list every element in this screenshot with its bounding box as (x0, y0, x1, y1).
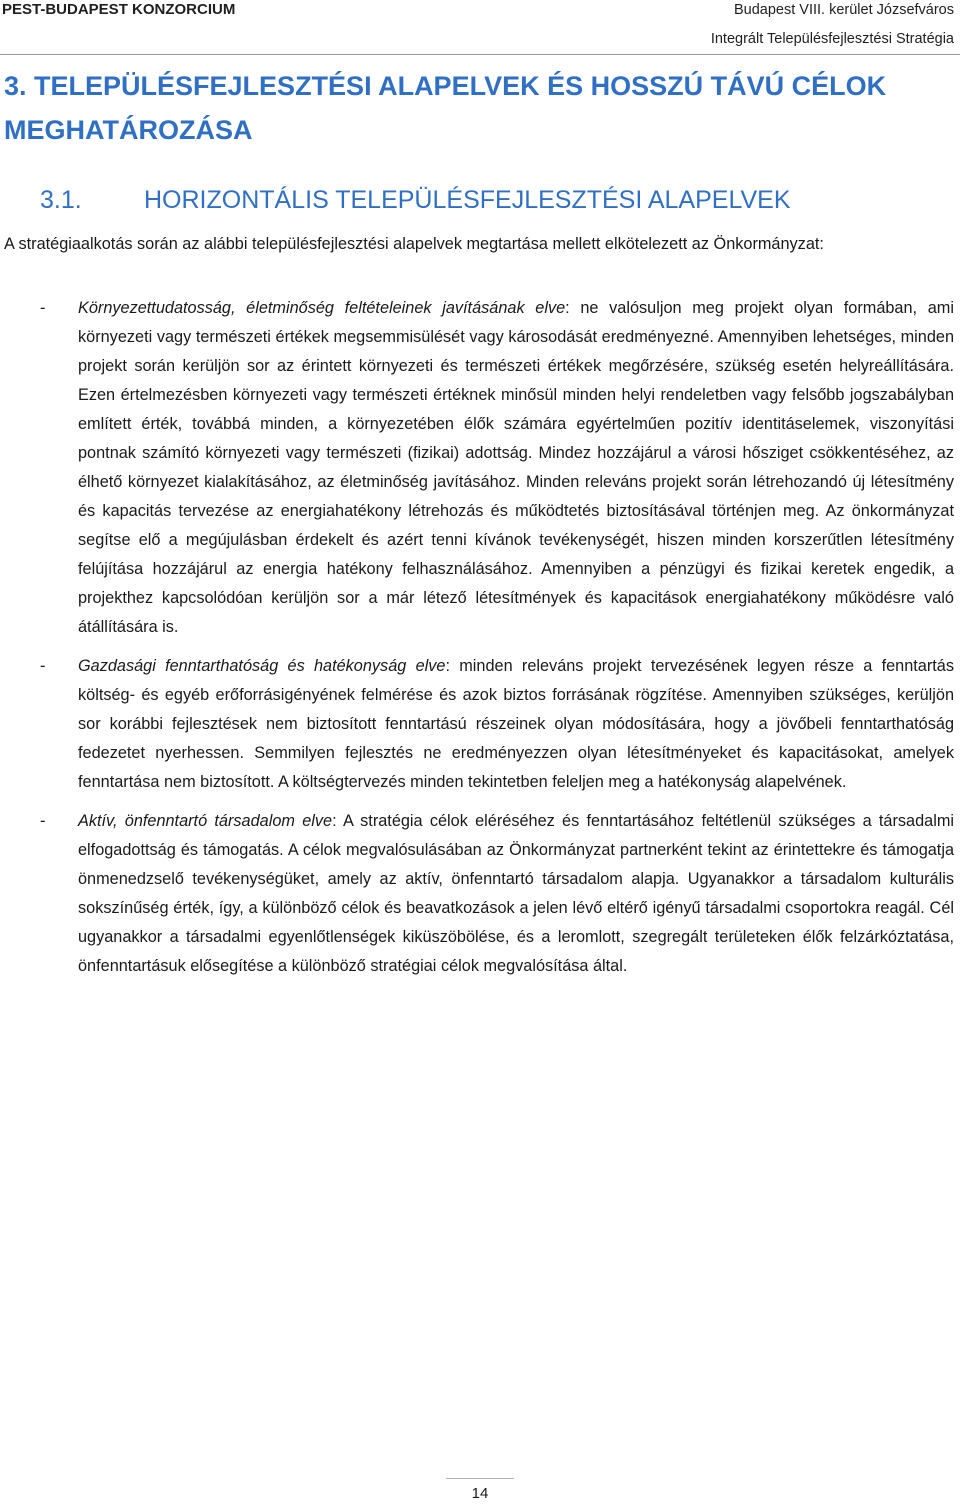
principle-item-economic (0, 652, 960, 797)
principle-title: Aktív, önfenntartó társadalom elve (78, 812, 333, 830)
section-title (40, 180, 791, 220)
principle-text: : ne valósuljon meg projekt olyan formában, ami környezeti vagy természeti értékek megsemmisülését vagy károsodását eredményezné. Amennyiben lehetséges, minden projekt során kerüljön sor az érintett környezeti és természeti értékek megőrzésére, szükség esetén helyreállítására. Ezen értelmezésben környezeti vagy természeti értéknek minősül minden helyi rendeletben vagy felsőbb jogszabályban említett érték, továbbá minden, a környezetében élők számára egyértelműen pozitív identitáselemek, viszonyítási pontnak számító környezeti vagy természeti (fizikai) adottság. Mindez hozzájárul a városi hősziget csökkentéséhez, az élhető környezet kialakításához, az életminőség javításához. Minden releváns projekt során létrehozandó új létesítmény és kapacitás tervezése az energiahatékony létrehozás és működtetés biztosításával történjen meg. Az önkormányzat segítse elő a megújulásban érdekelt és azért tenni kívánok tevékenységét, hiszen minden korszerűtlen létesítmény felújítása hozzájárul az energia hatékony felhasználásához. Amennyiben a pénzügyi és fizikai keretek engedik, a projekthez kapcsolódóan kerüljön sor a már létező létesítmények és kapacitások energiahatékony működésre való átállítására is. (78, 299, 954, 636)
bullet-dash: - (40, 657, 46, 675)
section-number: 3.1. (40, 186, 82, 214)
header-divider (0, 54, 960, 55)
page-header (0, 0, 960, 56)
principle-title: Környezettudatosság, életminőség feltételeinek javításának elve (78, 299, 566, 317)
header-document-info (711, 0, 954, 49)
header-strategy-title: Integrált Településfejlesztési Stratégia (710, 31, 954, 47)
page-number: 14 (471, 1485, 489, 1502)
principle-title: Gazdasági fenntarthatóság és hatékonyság elve (78, 657, 446, 675)
bullet-dash: - (40, 299, 46, 317)
principle-text: : A stratégia célok eléréséhez és fenntartásához feltétlenül szükséges a társadalmi elfogadottság és támogatás. A célok megvalósulásában az Önkormányzat partnerként tekint az érintettekre és támogatja önmenedzselő tevékenységüket, amely az aktív, önfenntartó társadalom alapja. Ugyanakkor a társadalom kulturális sokszínűség érték, így, a különböző célok és beavatkozások a jelen lévő eltérő igényű társadalmi csoportokra reagál. Cél ugyanakkor a társadalmi egyenlőtlenségek kiküszöbölése, és a leromlott, szegregált területeken élők felzárkóztatása, önfenntartásuk elősegítése a különböző stratégiai célok megvalósítása által. (78, 812, 955, 975)
header-organization: PEST-BUDAPEST KONZORCIUM (2, 1, 236, 18)
principle-text: : minden releváns projekt tervezésének legyen része a fenntartás költség- és egyéb erőforrásigényének felmérése és azok biztos forrásának rögzítése. Amennyiben szükséges, kerüljön sor korábbi fejlesztések nem biztosított fenntartású részeinek olyan módosítására, hogy a jövőbeli fenntarthatóság fedezetet nyerhessen. Semmilyen fejlesztés ne eredményezzen olyan létesítményeket és kapacitásokat, amelyek fenntartása nem biztosított. A költségtervezés minden tekintetben feleljen meg a hatékonyság alapelvének. (78, 657, 954, 791)
principle-item-environment (0, 294, 960, 642)
footer-divider (446, 1478, 514, 1479)
principles-list (0, 294, 960, 991)
principle-item-society (0, 807, 960, 981)
intro-paragraph: A stratégiaalkotás során az alábbi településfejlesztési alapelvek megtartása mellett elkötelezett az Önkormányzat: (4, 235, 824, 253)
bullet-dash: - (40, 812, 46, 830)
header-district: Budapest VIII. kerület Józsefváros (733, 2, 954, 18)
chapter-title: 3. TELEPÜLÉSFEJLESZTÉSI ALAPELVEK ÉS HOSSZÚ TÁVÚ CÉLOK MEGHATÁROZÁSA (4, 71, 887, 145)
section-heading: HORIZONTÁLIS TELEPÜLÉSFEJLESZTÉSI ALAPELVEK (144, 186, 791, 214)
